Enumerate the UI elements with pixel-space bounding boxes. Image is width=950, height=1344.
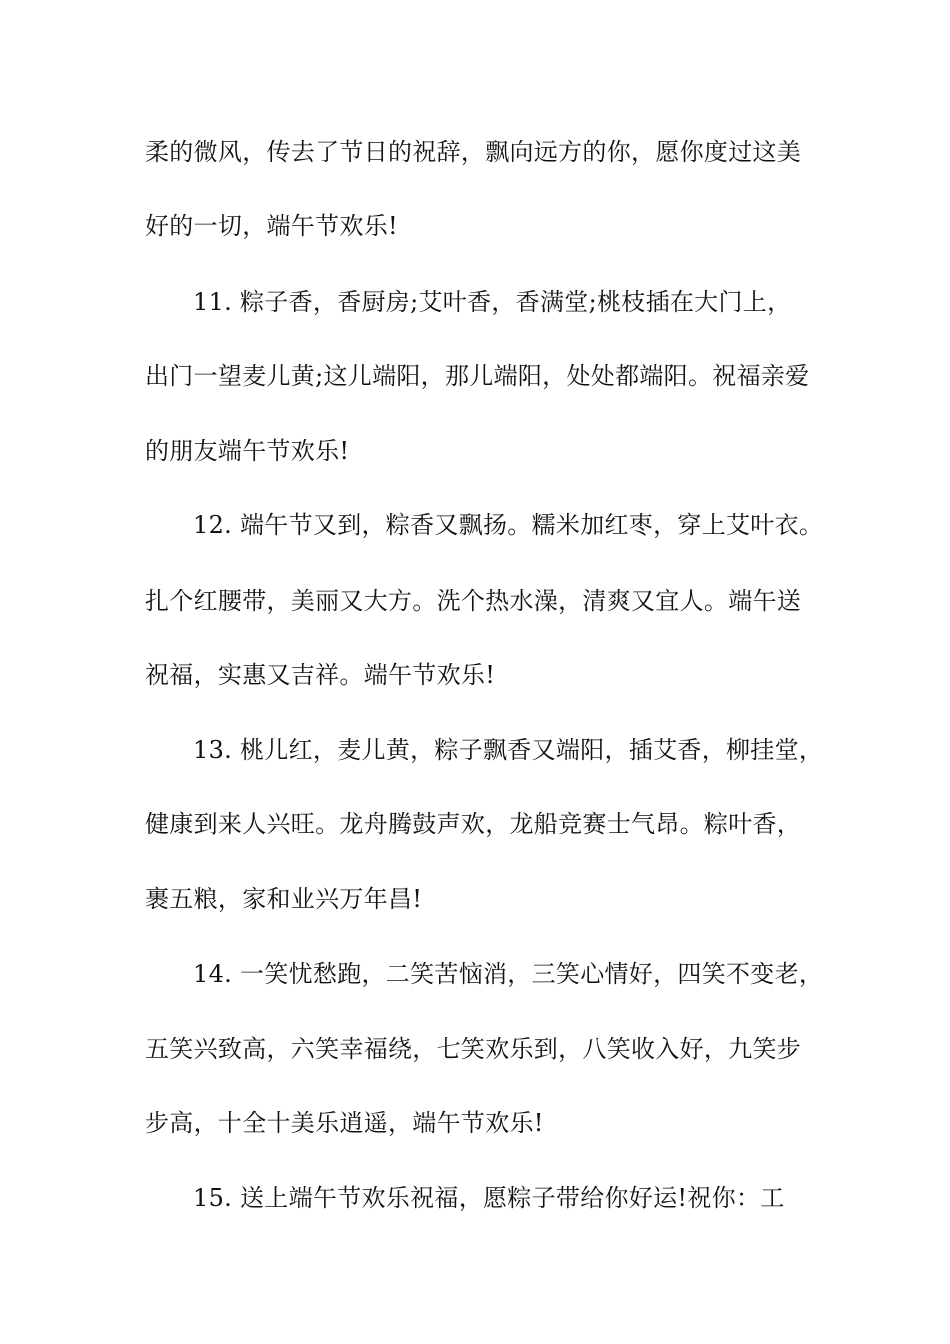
text-line: 出门一望麦儿黄;这儿端阳，那儿端阳，处处都端阳。祝福亲爱 — [145, 362, 810, 390]
text-line-item-15: 15. 送上端午节欢乐祝福，愿粽子带给你好运!祝你：工 — [193, 1184, 785, 1212]
text-line-item-12: 12. 端午节又到，粽香又飘扬。糯米加红枣，穿上艾叶衣。 — [193, 511, 824, 539]
text-line-item-14: 14. 一笑忧愁跑，二笑苦恼消，三笑心情好，四笑不变老， — [193, 960, 824, 988]
text-line: 步高，十全十美乐逍遥，端午节欢乐! — [145, 1109, 544, 1137]
text-line-item-13: 13. 桃儿红，麦儿黄，粽子飘香又端阳，插艾香，柳挂堂， — [193, 736, 824, 764]
text-line: 的朋友端午节欢乐! — [145, 437, 350, 465]
text-line: 扎个红腰带，美丽又大方。洗个热水澡，清爽又宜人。端午送 — [145, 587, 802, 615]
text-line: 五笑兴致高，六笑幸福绕，七笑欢乐到，八笑收入好，九笑步 — [145, 1035, 802, 1063]
text-line: 好的一切，端午节欢乐! — [145, 212, 398, 240]
text-line: 健康到来人兴旺。龙舟腾鼓声欢，龙船竞赛士气昂。粽叶香， — [145, 810, 802, 838]
text-line: 祝福，实惠又吉祥。端午节欢乐! — [145, 661, 496, 689]
text-line: 裹五粮，家和业兴万年昌! — [145, 885, 423, 913]
text-line: 柔的微风，传去了节日的祝辞，飘向远方的你，愿你度过这美 — [145, 138, 802, 166]
text-line-item-11: 11. 粽子香，香厨房;艾叶香，香满堂;桃枝插在大门上， — [193, 288, 792, 316]
